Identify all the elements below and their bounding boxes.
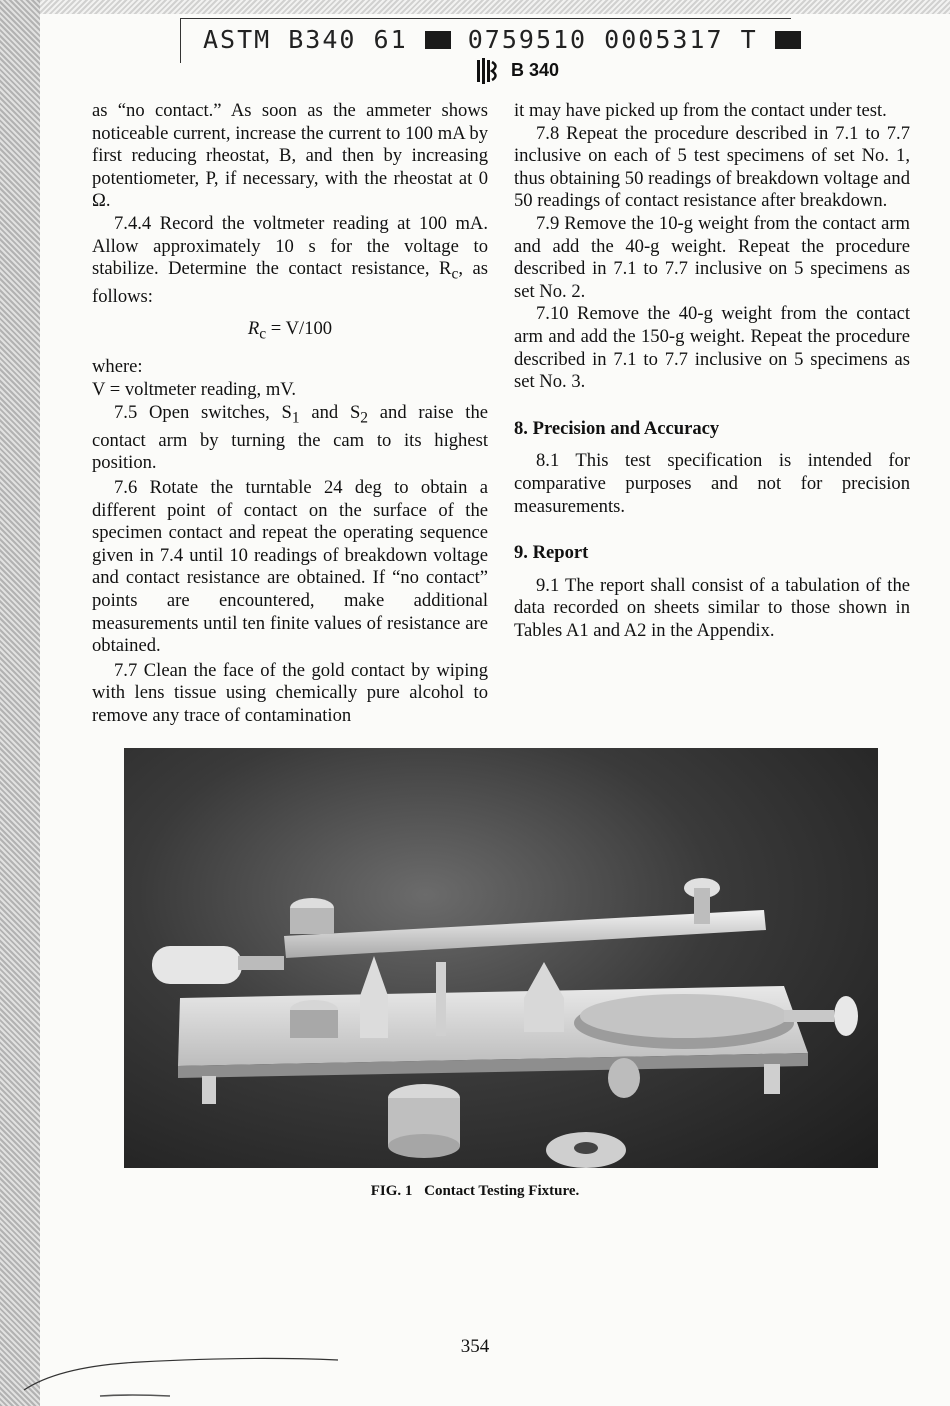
redaction-block-icon — [425, 31, 451, 49]
paragraph-text: , as follows: — [92, 258, 488, 308]
subscript: 2 — [360, 409, 369, 427]
pen-mark-icon — [20, 1340, 360, 1400]
right-column — [514, 100, 910, 642]
scan-header — [180, 18, 791, 63]
where-label: where: — [92, 356, 143, 378]
section-spacer — [514, 394, 910, 418]
section-spacer — [514, 565, 910, 575]
scan-header-id: ASTM B340 61 — [203, 25, 408, 54]
equation-subscript: c — [259, 325, 267, 343]
figure-label: FIG. 1 — [370, 1183, 413, 1199]
equation-rhs: = V/100 — [266, 318, 333, 340]
astm-logo-icon — [476, 58, 500, 84]
paragraph-7-10: 7.10 Remove the 40-g weight from the contact arm and add the 150-g weight. Repeat the procedure described in 7.1 to 7.7 inclusive on 5 specimens as set No. 3. — [514, 303, 910, 393]
figure-title: Contact Testing Fixture. — [424, 1183, 580, 1199]
page-number: 354 — [460, 1336, 490, 1357]
designation: B 340 — [511, 60, 560, 80]
figure-photo — [124, 748, 878, 1168]
scan-edge-top — [40, 0, 950, 14]
equation — [92, 318, 488, 346]
paragraph-7-4-4 — [92, 213, 488, 309]
section-heading-8: 8. Precision and Accuracy — [514, 417, 720, 439]
left-column — [92, 100, 488, 728]
paragraph-text: 7.4.4 Record the voltmeter reading at 100 mA. Allow approximately 10 s for the voltage to stabilize. Determine the contact resistance, R — [92, 212, 488, 280]
scan-header-text — [203, 25, 801, 54]
equation-lhs: R — [247, 318, 260, 340]
subscript: c — [451, 265, 459, 283]
paragraph-text: 7.5 Open switches, S — [114, 401, 292, 423]
paragraph-7-6: 7.6 Rotate the turntable 24 deg to obtain a different point of contact on the surface of the specimen contact and repeat the operating sequence given in 7.4 until 10 readings of breakdown voltage and contact resistance are obtained. If “no contact” points are encountered, make additional measurements until ten finite values of resistance are obtained. — [92, 477, 488, 657]
subscript: 1 — [291, 409, 300, 427]
figure-caption — [0, 1183, 950, 1200]
section-heading-9: 9. Report — [514, 542, 589, 564]
section-spacer — [514, 440, 910, 450]
paragraph-7-5 — [92, 402, 488, 476]
scan-header-code: 0759510 0005317 T — [467, 25, 758, 54]
section-spacer — [514, 518, 910, 542]
paragraph-7-4-3-end: as “no contact.” As soon as the ammeter shows noticeable current, increase the current to 100 mA by first reducing rheostat, B, and then by increasing potentiometer, P, if necessary, with the rheostat at 0 Ω. — [92, 100, 488, 212]
paragraph-text: and raise the contact arm by turning the cam to its highest position. — [92, 401, 488, 474]
paragraph-8-1: 8.1 This test specification is intended for comparative purposes and not for precision measurements. — [514, 450, 910, 517]
paragraph-7-7-end: it may have picked up from the contact under test. — [514, 100, 887, 121]
redaction-block-icon — [775, 31, 801, 49]
where-definition: V = voltmeter reading, mV. — [92, 378, 296, 400]
paragraph-7-8: 7.8 Repeat the procedure described in 7.1 to 7.7 inclusive on each of 5 test specimens of set No. 1, thus obtaining 50 readings of breakdown voltage and 50 readings of contact resistance after breakdown. — [514, 122, 910, 212]
paragraph-text: and S — [299, 401, 361, 423]
paragraph-7-9: 7.9 Remove the 10-g weight from the contact arm and add the 40-g weight. Repeat the procedure described in 7.1 to 7.7 inclusive on 5 specimens as set No. 2. — [514, 212, 910, 302]
paragraph-7-7: 7.7 Clean the face of the gold contact by wiping with lens tissue using chemically pure alcohol to remove any trace of contamination — [92, 659, 488, 726]
paragraph-9-1: 9.1 The report shall consist of a tabulation of the data recorded on sheets similar to those shown in Tables A1 and A2 in the Appendix. — [514, 574, 910, 641]
